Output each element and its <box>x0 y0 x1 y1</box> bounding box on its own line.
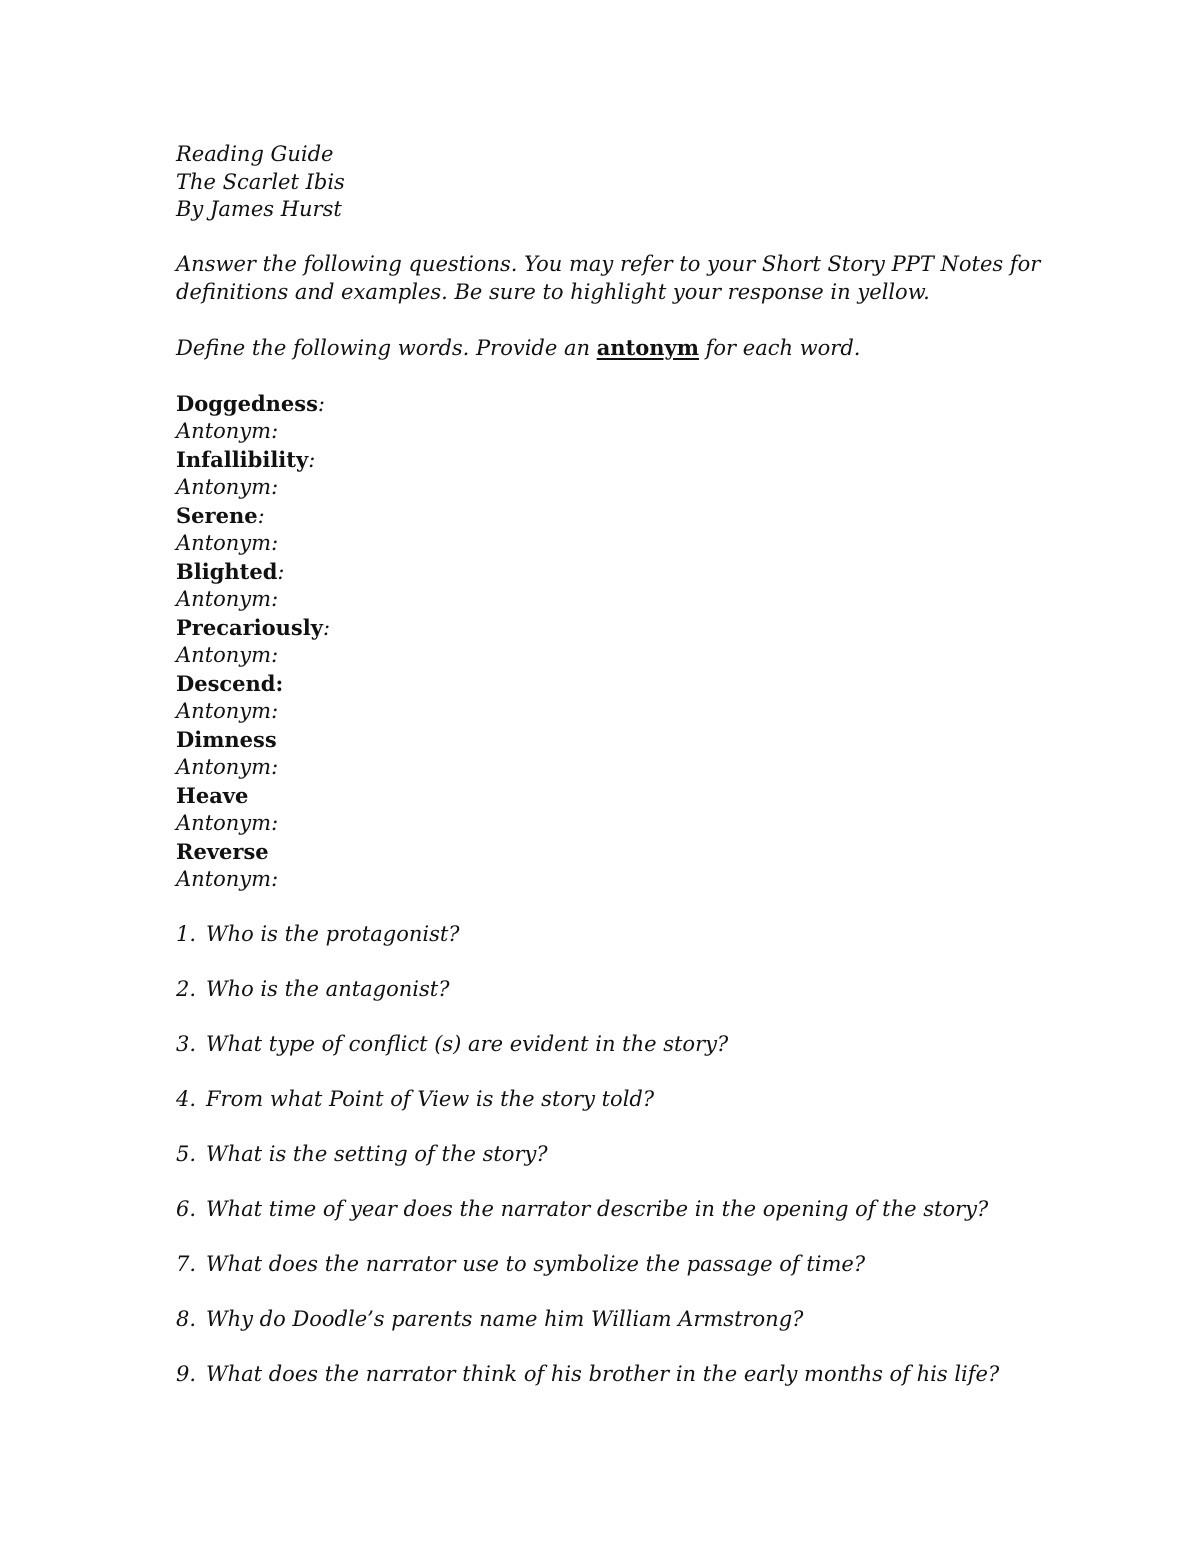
vocab-word: Descend: <box>176 670 284 696</box>
instructions-block <box>176 251 1136 306</box>
story-title: The Scarlet Ibis <box>176 169 345 194</box>
question-number: 8. <box>176 1307 197 1331</box>
define-prompt-emphasis: antonym <box>596 334 699 360</box>
question-text: What is the setting of the story? <box>206 1142 548 1166</box>
define-prompt <box>176 334 1136 363</box>
question-text: From what Point of View is the story told? <box>206 1087 655 1111</box>
vocab-entry <box>176 726 1136 782</box>
question-text: What does the narrator think of his brother in the early months of his life? <box>206 1362 1000 1386</box>
vocab-list <box>176 390 1136 894</box>
question-number: 7. <box>176 1252 197 1276</box>
antonym-label: Antonym: <box>176 531 279 555</box>
vocab-entry <box>176 446 1136 502</box>
vocab-word-suffix: : <box>317 391 325 416</box>
vocab-word: Infallibility <box>176 446 309 472</box>
vocab-word: Blighted <box>176 558 278 584</box>
vocab-entry <box>176 558 1136 614</box>
question-item <box>176 1306 1136 1361</box>
antonym-label: Antonym: <box>176 755 279 779</box>
vocab-word: Reverse <box>176 838 269 864</box>
vocab-entry <box>176 502 1136 558</box>
question-text: Why do Doodle’s parents name him William Armstrong? <box>206 1307 804 1331</box>
question-number: 3. <box>176 1032 197 1056</box>
question-text: Who is the antagonist? <box>206 977 450 1001</box>
author-line: By James Hurst <box>176 197 342 221</box>
question-text: What time of year does the narrator describe in the opening of the story? <box>206 1197 989 1221</box>
vocab-entry <box>176 782 1136 838</box>
vocab-entry <box>176 838 1136 894</box>
question-number: 6. <box>176 1197 197 1221</box>
antonym-label: Antonym: <box>176 867 279 891</box>
vocab-word-suffix: : <box>322 615 331 640</box>
question-item <box>176 1196 1136 1251</box>
spacer <box>176 894 1136 922</box>
antonym-label: Antonym: <box>176 419 279 443</box>
vocab-entry <box>176 390 1136 446</box>
vocab-word-suffix: : <box>277 559 285 584</box>
vocab-word: Doggedness <box>176 390 318 416</box>
vocab-word: Heave <box>176 782 249 808</box>
spacer <box>176 306 1136 334</box>
question-text: What does the narrator use to symbolize the passage of time? <box>206 1252 866 1276</box>
question-item <box>176 1031 1136 1086</box>
define-prompt-after: for each word. <box>698 335 861 360</box>
question-item <box>176 976 1136 1031</box>
instructions-line-1: Answer the following questions. You may refer to your Short Story PPT Notes for <box>176 252 1041 276</box>
question-number: 2. <box>176 977 197 1001</box>
question-text: What type of conflict (s) are evident in the story? <box>206 1032 729 1056</box>
vocab-word: Dimness <box>176 726 277 752</box>
define-prompt-before: Define the following words. Provide an <box>176 335 597 360</box>
question-number: 4. <box>176 1087 197 1111</box>
antonym-label: Antonym: <box>176 811 279 835</box>
question-item <box>176 1086 1136 1141</box>
question-item <box>176 1141 1136 1196</box>
vocab-entry <box>176 670 1136 726</box>
vocab-entry <box>176 614 1136 670</box>
header-block <box>176 141 1136 224</box>
vocab-word-suffix: : <box>308 447 316 472</box>
question-number: 1. <box>176 922 197 946</box>
spacer <box>176 362 1136 390</box>
spacer <box>176 224 1136 252</box>
instructions-line-2: definitions and examples. Be sure to highlight your response in yellow. <box>176 279 930 304</box>
antonym-label: Antonym: <box>176 587 279 611</box>
vocab-word: Serene <box>176 502 258 528</box>
question-text: Who is the protagonist? <box>206 922 460 946</box>
question-item <box>176 921 1136 976</box>
vocab-word: Precariously <box>176 614 323 640</box>
antonym-label: Antonym: <box>176 643 279 667</box>
question-number: 5. <box>176 1142 197 1166</box>
antonym-label: Antonym: <box>176 699 279 723</box>
vocab-word-suffix: : <box>257 503 265 528</box>
guide-title: Reading Guide <box>176 142 334 166</box>
document-page <box>176 141 1136 1416</box>
antonym-label: Antonym: <box>176 475 279 499</box>
question-number: 9. <box>176 1362 197 1386</box>
question-list <box>176 921 1136 1416</box>
question-item <box>176 1251 1136 1306</box>
question-item <box>176 1361 1136 1416</box>
